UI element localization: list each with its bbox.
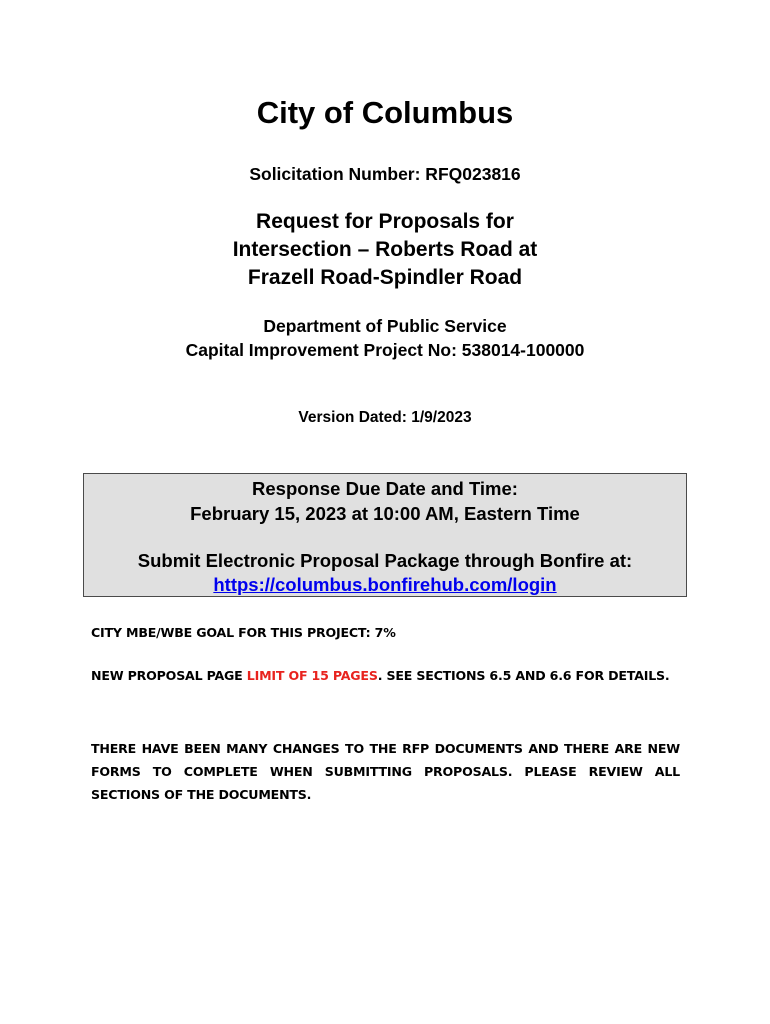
rfp-title-line-2: Intersection – Roberts Road at — [232, 238, 538, 261]
rfp-title-line-3: Frazell Road-Spindler Road — [247, 266, 523, 289]
changes-note: THERE HAVE BEEN MANY CHANGES TO THE RFP DOCUMENTS AND THERE ARE NEW FORMS TO COMPLETE WHEN SUBMITTING PROPOSALS. PLEASE REVIEW ALL SECTIONS OF THE DOCUMENTS. — [91, 741, 680, 802]
mbe-wbe-goal: CITY MBE/WBE GOAL FOR THIS PROJECT: 7% — [91, 625, 396, 640]
rfp-title-line-1: Request for Proposals for — [256, 210, 514, 233]
bonfire-link-wrap — [84, 572, 686, 597]
bonfire-link[interactable]: https://columbus.bonfirehub.com/login — [213, 574, 557, 595]
page-limit-prefix: NEW PROPOSAL PAGE — [91, 668, 247, 683]
page-title: City of Columbus — [256, 95, 514, 130]
submit-instructions: Submit Electronic Proposal Package through Bonfire at: — [137, 550, 633, 571]
page-limit-suffix: . SEE SECTIONS 6.5 AND 6.6 FOR DETAILS. — [377, 668, 670, 683]
page-limit-highlight: LIMIT OF 15 PAGES — [246, 668, 378, 683]
department-block — [0, 314, 770, 362]
version-date: Version Dated: 1/9/2023 — [298, 409, 472, 426]
rfp-title — [0, 208, 770, 292]
department-name: Department of Public Service — [263, 316, 507, 336]
page-limit-note — [91, 664, 680, 687]
due-heading: Response Due Date and Time: — [252, 478, 518, 499]
project-number: Capital Improvement Project No: 538014-100000 — [185, 340, 585, 360]
solicitation-number: Solicitation Number: RFQ023816 — [249, 164, 521, 184]
response-due-box — [83, 473, 687, 597]
due-datetime: February 15, 2023 at 10:00 AM, Eastern Time — [190, 503, 580, 524]
